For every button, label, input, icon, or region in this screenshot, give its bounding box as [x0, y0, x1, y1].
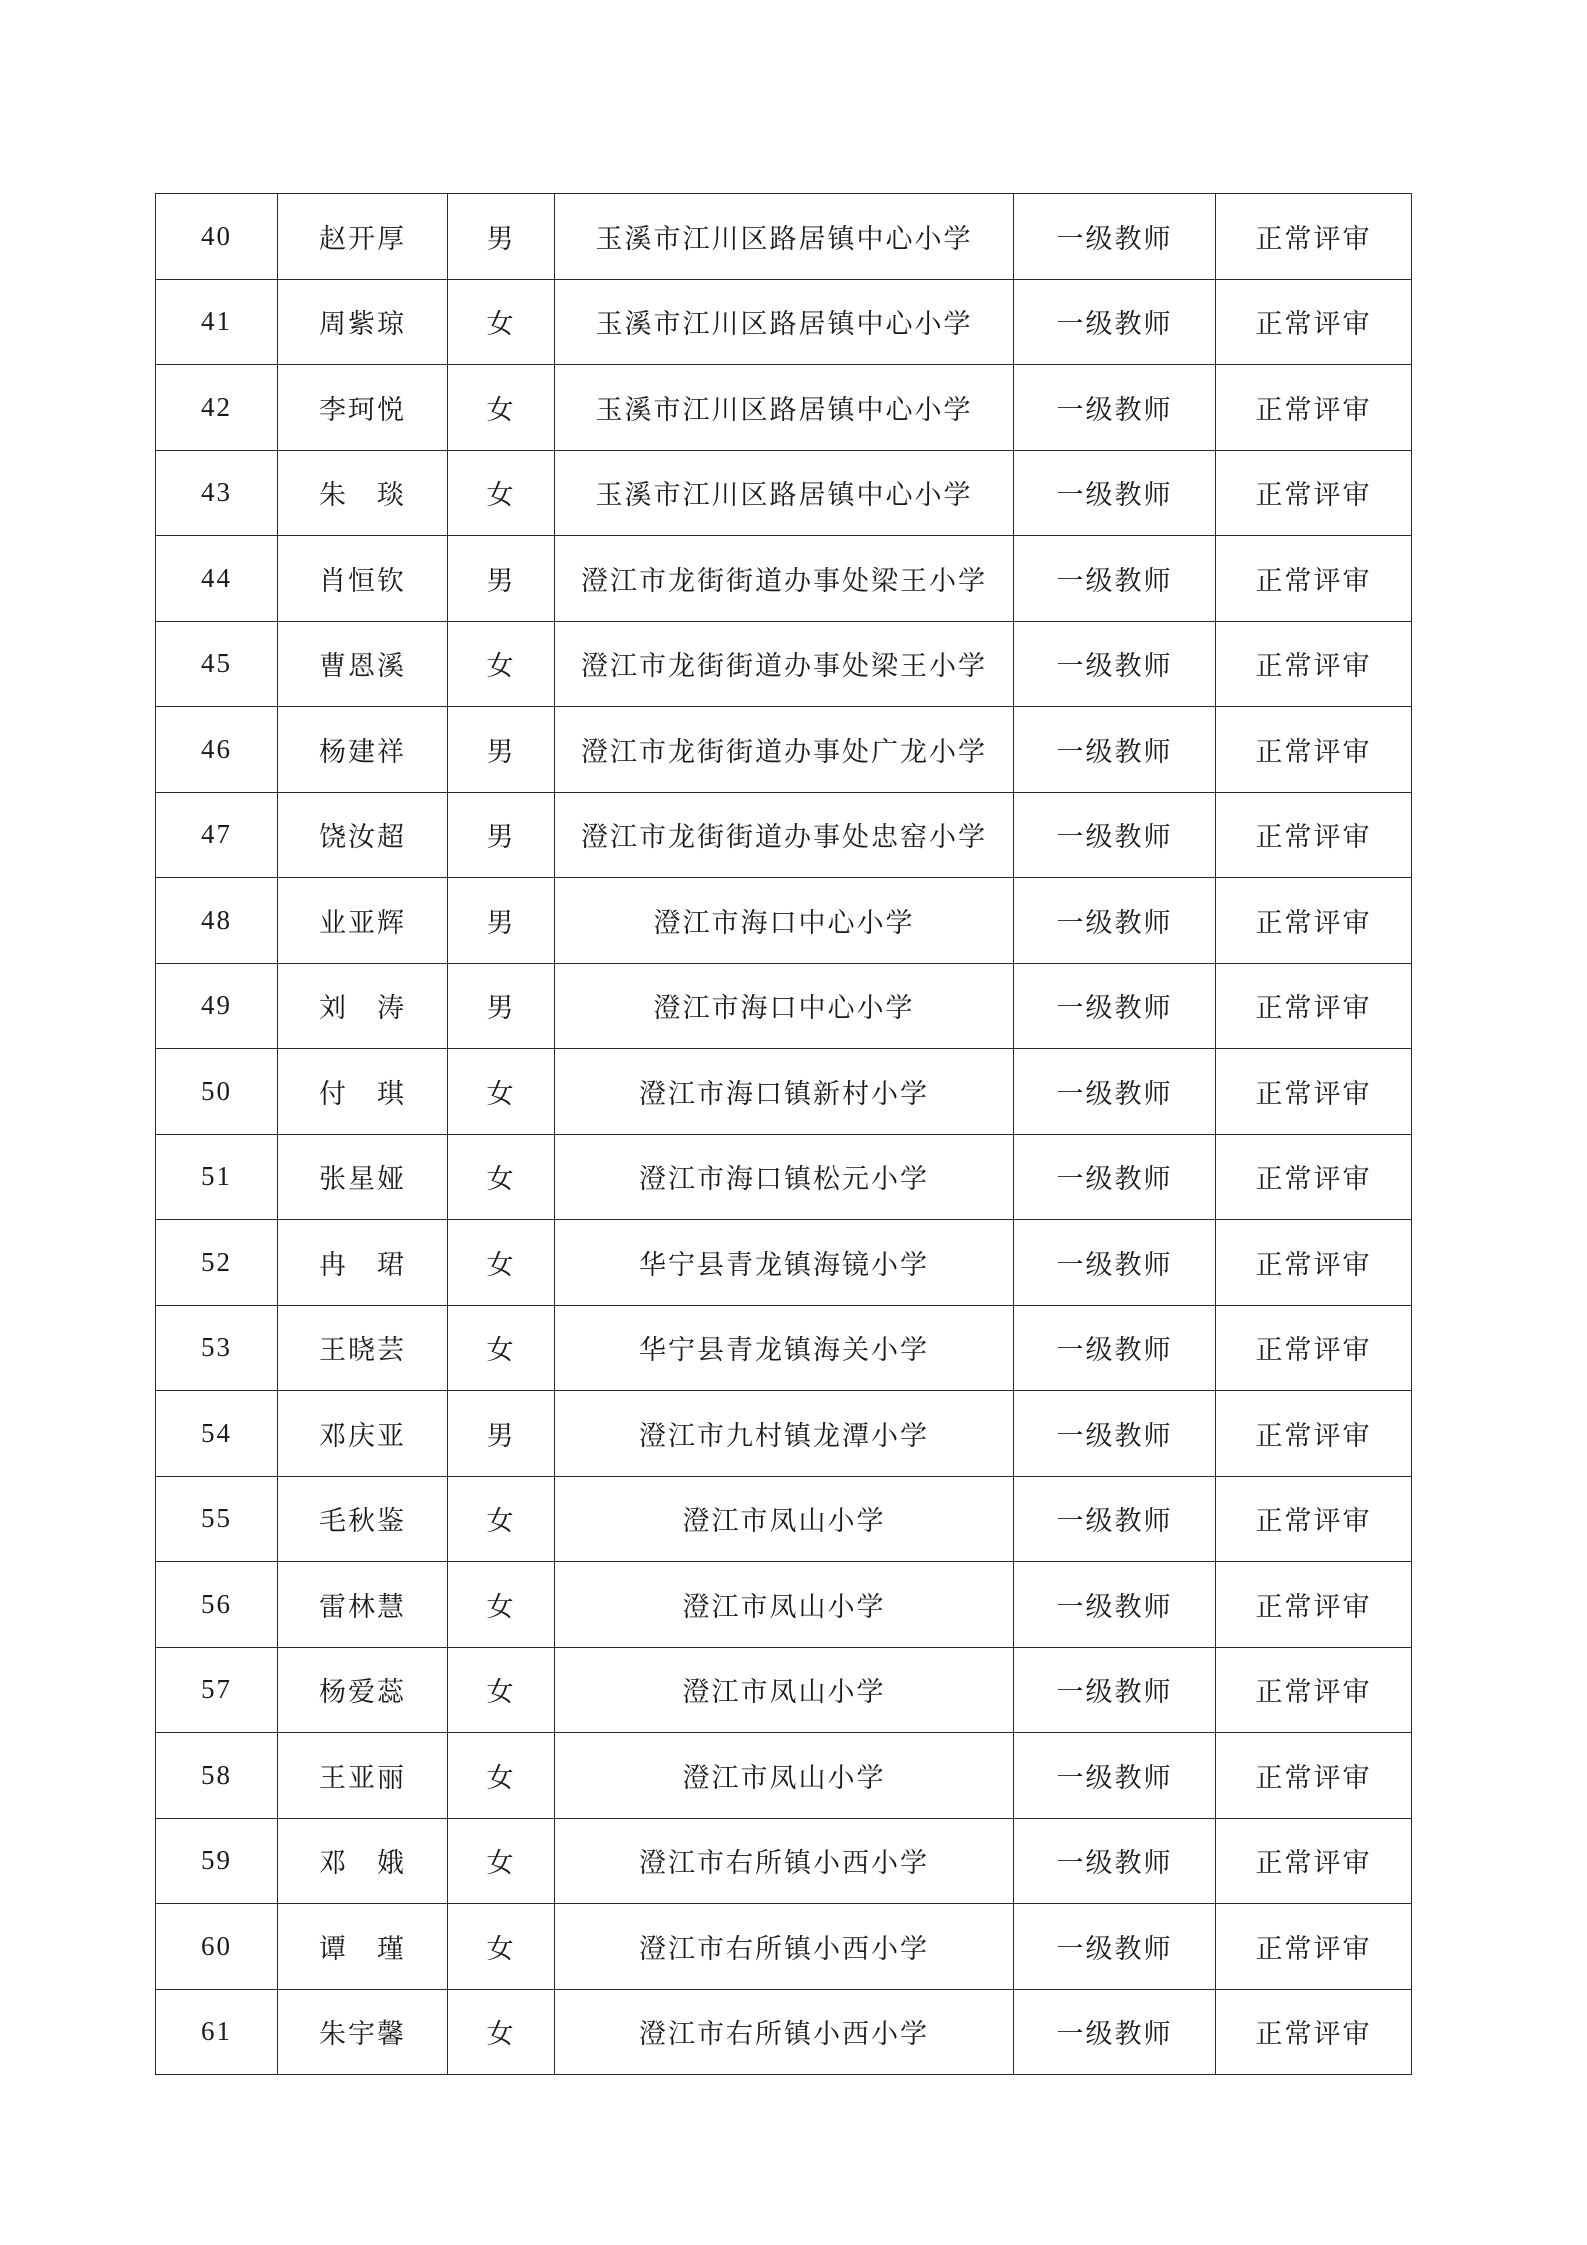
gender: 女 — [448, 1562, 555, 1648]
row-number: 56 — [156, 1562, 278, 1648]
review-status: 正常评审 — [1216, 1134, 1412, 1220]
gender: 女 — [448, 450, 555, 536]
gender: 男 — [448, 963, 555, 1049]
table-row — [156, 878, 1412, 964]
table-row — [156, 1989, 1412, 2075]
school-name: 澄江市凤山小学 — [555, 1647, 1014, 1733]
gender: 女 — [448, 279, 555, 365]
gender: 男 — [448, 536, 555, 622]
review-status: 正常评审 — [1216, 1904, 1412, 1990]
gender: 男 — [448, 194, 555, 280]
teacher-name: 肖恒钦 — [278, 536, 448, 622]
school-name: 澄江市凤山小学 — [555, 1562, 1014, 1648]
title-level: 一级教师 — [1014, 1476, 1216, 1562]
teacher-name: 朱 琰 — [278, 450, 448, 536]
teacher-name: 杨爱蕊 — [278, 1647, 448, 1733]
teacher-roster-table — [155, 193, 1412, 2075]
title-level: 一级教师 — [1014, 194, 1216, 280]
row-number: 61 — [156, 1989, 278, 2075]
teacher-name: 赵开厚 — [278, 194, 448, 280]
school-name: 玉溪市江川区路居镇中心小学 — [555, 279, 1014, 365]
review-status: 正常评审 — [1216, 365, 1412, 451]
review-status: 正常评审 — [1216, 1562, 1412, 1648]
teacher-name: 冉 珺 — [278, 1220, 448, 1306]
table-row — [156, 1647, 1412, 1733]
title-level: 一级教师 — [1014, 1647, 1216, 1733]
table-row — [156, 1733, 1412, 1819]
title-level: 一级教师 — [1014, 878, 1216, 964]
teacher-name: 付 琪 — [278, 1049, 448, 1135]
school-name: 玉溪市江川区路居镇中心小学 — [555, 365, 1014, 451]
title-level: 一级教师 — [1014, 792, 1216, 878]
row-number: 54 — [156, 1391, 278, 1477]
review-status: 正常评审 — [1216, 621, 1412, 707]
row-number: 58 — [156, 1733, 278, 1819]
school-name: 澄江市龙街街道办事处梁王小学 — [555, 536, 1014, 622]
review-status: 正常评审 — [1216, 792, 1412, 878]
review-status: 正常评审 — [1216, 963, 1412, 1049]
school-name: 澄江市右所镇小西小学 — [555, 1989, 1014, 2075]
school-name: 澄江市海口镇新村小学 — [555, 1049, 1014, 1135]
school-name: 澄江市凤山小学 — [555, 1476, 1014, 1562]
table-row — [156, 536, 1412, 622]
teacher-name: 邓庆亚 — [278, 1391, 448, 1477]
row-number: 50 — [156, 1049, 278, 1135]
review-status: 正常评审 — [1216, 450, 1412, 536]
table-row — [156, 1818, 1412, 1904]
gender: 女 — [448, 1647, 555, 1733]
title-level: 一级教师 — [1014, 536, 1216, 622]
title-level: 一级教师 — [1014, 1049, 1216, 1135]
row-number: 40 — [156, 194, 278, 280]
review-status: 正常评审 — [1216, 536, 1412, 622]
gender: 女 — [448, 1305, 555, 1391]
table-row — [156, 792, 1412, 878]
school-name: 玉溪市江川区路居镇中心小学 — [555, 450, 1014, 536]
teacher-name: 邓 娥 — [278, 1818, 448, 1904]
table-row — [156, 963, 1412, 1049]
row-number: 57 — [156, 1647, 278, 1733]
row-number: 53 — [156, 1305, 278, 1391]
review-status: 正常评审 — [1216, 1049, 1412, 1135]
row-number: 49 — [156, 963, 278, 1049]
teacher-name: 张星娅 — [278, 1134, 448, 1220]
teacher-name: 朱宇馨 — [278, 1989, 448, 2075]
teacher-name: 刘 涛 — [278, 963, 448, 1049]
teacher-name: 王亚丽 — [278, 1733, 448, 1819]
school-name: 澄江市右所镇小西小学 — [555, 1818, 1014, 1904]
school-name: 澄江市九村镇龙潭小学 — [555, 1391, 1014, 1477]
teacher-name: 王晓芸 — [278, 1305, 448, 1391]
school-name: 澄江市海口中心小学 — [555, 963, 1014, 1049]
table-row — [156, 194, 1412, 280]
title-level: 一级教师 — [1014, 1989, 1216, 2075]
title-level: 一级教师 — [1014, 1391, 1216, 1477]
gender: 男 — [448, 1391, 555, 1477]
title-level: 一级教师 — [1014, 1733, 1216, 1819]
row-number: 45 — [156, 621, 278, 707]
review-status: 正常评审 — [1216, 878, 1412, 964]
table-row — [156, 1476, 1412, 1562]
gender: 女 — [448, 1220, 555, 1306]
school-name: 华宁县青龙镇海关小学 — [555, 1305, 1014, 1391]
row-number: 43 — [156, 450, 278, 536]
table-row — [156, 1220, 1412, 1306]
title-level: 一级教师 — [1014, 1220, 1216, 1306]
school-name: 澄江市凤山小学 — [555, 1733, 1014, 1819]
review-status: 正常评审 — [1216, 1476, 1412, 1562]
table-row — [156, 450, 1412, 536]
row-number: 42 — [156, 365, 278, 451]
teacher-name: 雷林慧 — [278, 1562, 448, 1648]
table-row — [156, 621, 1412, 707]
row-number: 48 — [156, 878, 278, 964]
teacher-name: 曹恩溪 — [278, 621, 448, 707]
table-row — [156, 365, 1412, 451]
school-name: 澄江市海口中心小学 — [555, 878, 1014, 964]
gender: 女 — [448, 1476, 555, 1562]
title-level: 一级教师 — [1014, 963, 1216, 1049]
review-status: 正常评审 — [1216, 194, 1412, 280]
gender: 女 — [448, 365, 555, 451]
gender: 女 — [448, 621, 555, 707]
roster-body — [156, 194, 1412, 2075]
title-level: 一级教师 — [1014, 621, 1216, 707]
row-number: 51 — [156, 1134, 278, 1220]
row-number: 59 — [156, 1818, 278, 1904]
gender: 男 — [448, 792, 555, 878]
row-number: 60 — [156, 1904, 278, 1990]
gender: 女 — [448, 1733, 555, 1819]
table-row — [156, 707, 1412, 793]
title-level: 一级教师 — [1014, 1818, 1216, 1904]
title-level: 一级教师 — [1014, 365, 1216, 451]
gender: 女 — [448, 1904, 555, 1990]
gender: 男 — [448, 878, 555, 964]
review-status: 正常评审 — [1216, 707, 1412, 793]
school-name: 澄江市龙街街道办事处忠窑小学 — [555, 792, 1014, 878]
table-row — [156, 1904, 1412, 1990]
gender: 女 — [448, 1134, 555, 1220]
table-row — [156, 1134, 1412, 1220]
table-row — [156, 279, 1412, 365]
gender: 女 — [448, 1989, 555, 2075]
school-name: 澄江市右所镇小西小学 — [555, 1904, 1014, 1990]
review-status: 正常评审 — [1216, 1818, 1412, 1904]
row-number: 44 — [156, 536, 278, 622]
teacher-name: 杨建祥 — [278, 707, 448, 793]
title-level: 一级教师 — [1014, 1305, 1216, 1391]
review-status: 正常评审 — [1216, 1391, 1412, 1477]
title-level: 一级教师 — [1014, 279, 1216, 365]
teacher-name: 李珂悦 — [278, 365, 448, 451]
school-name: 玉溪市江川区路居镇中心小学 — [555, 194, 1014, 280]
title-level: 一级教师 — [1014, 1904, 1216, 1990]
review-status: 正常评审 — [1216, 1305, 1412, 1391]
row-number: 41 — [156, 279, 278, 365]
title-level: 一级教师 — [1014, 450, 1216, 536]
table-row — [156, 1391, 1412, 1477]
title-level: 一级教师 — [1014, 1562, 1216, 1648]
school-name: 澄江市海口镇松元小学 — [555, 1134, 1014, 1220]
gender: 女 — [448, 1818, 555, 1904]
row-number: 55 — [156, 1476, 278, 1562]
teacher-name: 谭 瑾 — [278, 1904, 448, 1990]
table-row — [156, 1562, 1412, 1648]
school-name: 华宁县青龙镇海镜小学 — [555, 1220, 1014, 1306]
gender: 男 — [448, 707, 555, 793]
table-row — [156, 1305, 1412, 1391]
review-status: 正常评审 — [1216, 1989, 1412, 2075]
teacher-name: 毛秋鉴 — [278, 1476, 448, 1562]
title-level: 一级教师 — [1014, 1134, 1216, 1220]
teacher-name: 周紫琼 — [278, 279, 448, 365]
review-status: 正常评审 — [1216, 1733, 1412, 1819]
review-status: 正常评审 — [1216, 1220, 1412, 1306]
row-number: 47 — [156, 792, 278, 878]
school-name: 澄江市龙街街道办事处广龙小学 — [555, 707, 1014, 793]
teacher-name: 饶汝超 — [278, 792, 448, 878]
review-status: 正常评审 — [1216, 1647, 1412, 1733]
row-number: 46 — [156, 707, 278, 793]
teacher-name: 业亚辉 — [278, 878, 448, 964]
row-number: 52 — [156, 1220, 278, 1306]
table-row — [156, 1049, 1412, 1135]
review-status: 正常评审 — [1216, 279, 1412, 365]
title-level: 一级教师 — [1014, 707, 1216, 793]
gender: 女 — [448, 1049, 555, 1135]
school-name: 澄江市龙街街道办事处梁王小学 — [555, 621, 1014, 707]
